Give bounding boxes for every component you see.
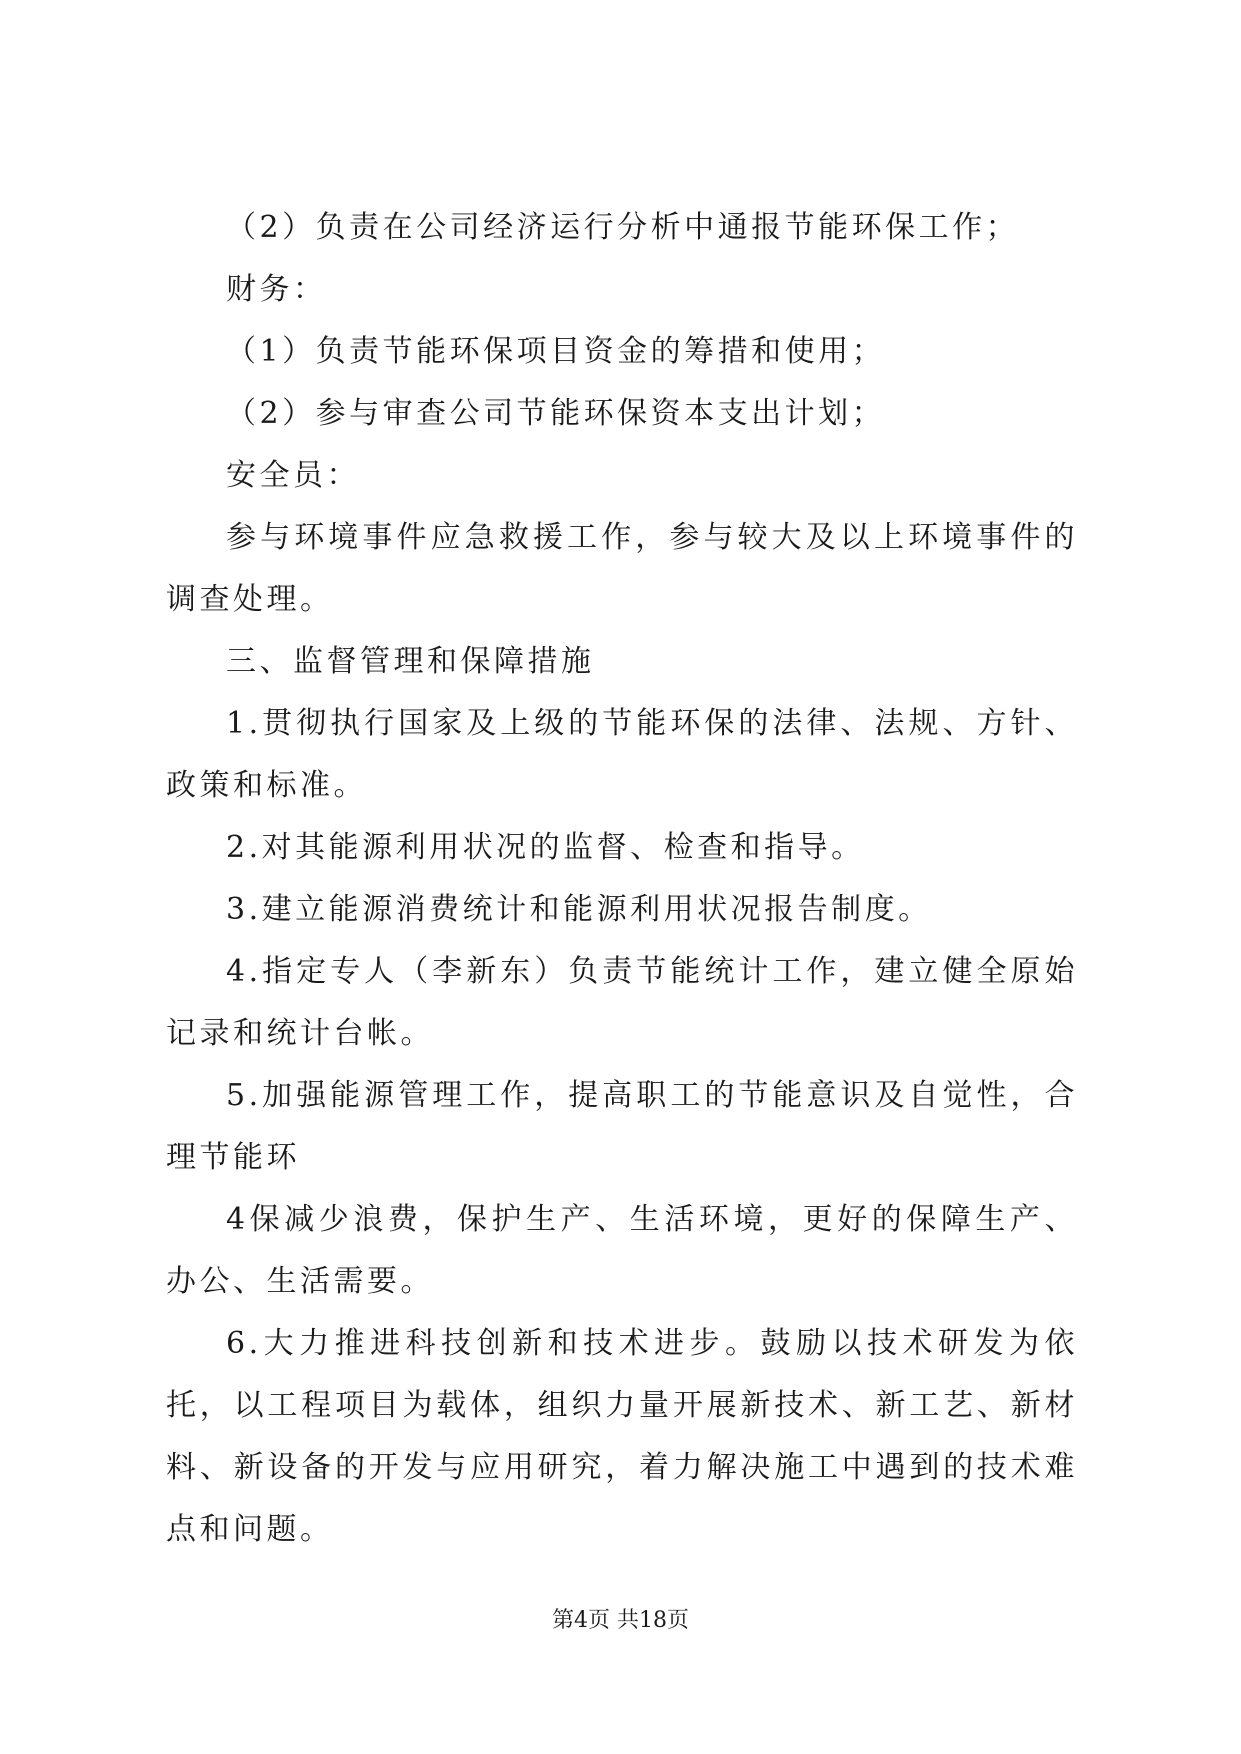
paragraph-emergency-duty: 参与环境事件应急救援工作，参与较大及以上环境事件的调查处理。 bbox=[166, 520, 1078, 617]
measure-item-5: 5.加强能源管理工作，提高职工的节能意识及自觉性，合理节能环 bbox=[166, 1078, 1078, 1175]
paragraph-finance-heading: 财务： bbox=[226, 272, 327, 307]
paragraph-finance-report-duty: （2）负责在公司经济运行分析中通报节能环保工作； bbox=[226, 210, 1020, 245]
measure-item-2: 2.对其能源利用状况的监督、检查和指导。 bbox=[226, 830, 865, 865]
measure-item-4: 4.指定专人（李新东）负责节能统计工作，建立健全原始记录和统计台帐。 bbox=[166, 954, 1078, 1051]
measure-item-6: 6.大力推进科技创新和技术进步。鼓励以技术研发为依托，以工程项目为载体，组织力量开展新技术、新工艺、新材料、新设备的开发与应用研究，着力解决施工中遇到的技术难点和问题。 bbox=[166, 1326, 1078, 1547]
document-body bbox=[166, 197, 1078, 1561]
measure-item-3: 3.建立能源消费统计和能源利用状况报告制度。 bbox=[226, 892, 932, 927]
paragraph-budget-review-duty: （2）参与审查公司节能环保资本支出计划； bbox=[226, 396, 886, 431]
section-heading-supervision: 三、监督管理和保障措施 bbox=[226, 644, 595, 679]
paragraph-safety-officer-heading: 安全员： bbox=[226, 458, 360, 493]
paragraph-funding-duty: （1）负责节能环保项目资金的筹措和使用； bbox=[226, 334, 886, 369]
measure-item-5-continued: 4保减少浪费，保护生产、生活环境，更好的保障生产、办公、生活需要。 bbox=[166, 1202, 1078, 1299]
page-number-footer: 第4页 共18页 bbox=[552, 1608, 689, 1633]
measure-item-1: 1.贯彻执行国家及上级的节能环保的法律、法规、方针、政策和标准。 bbox=[166, 706, 1078, 803]
